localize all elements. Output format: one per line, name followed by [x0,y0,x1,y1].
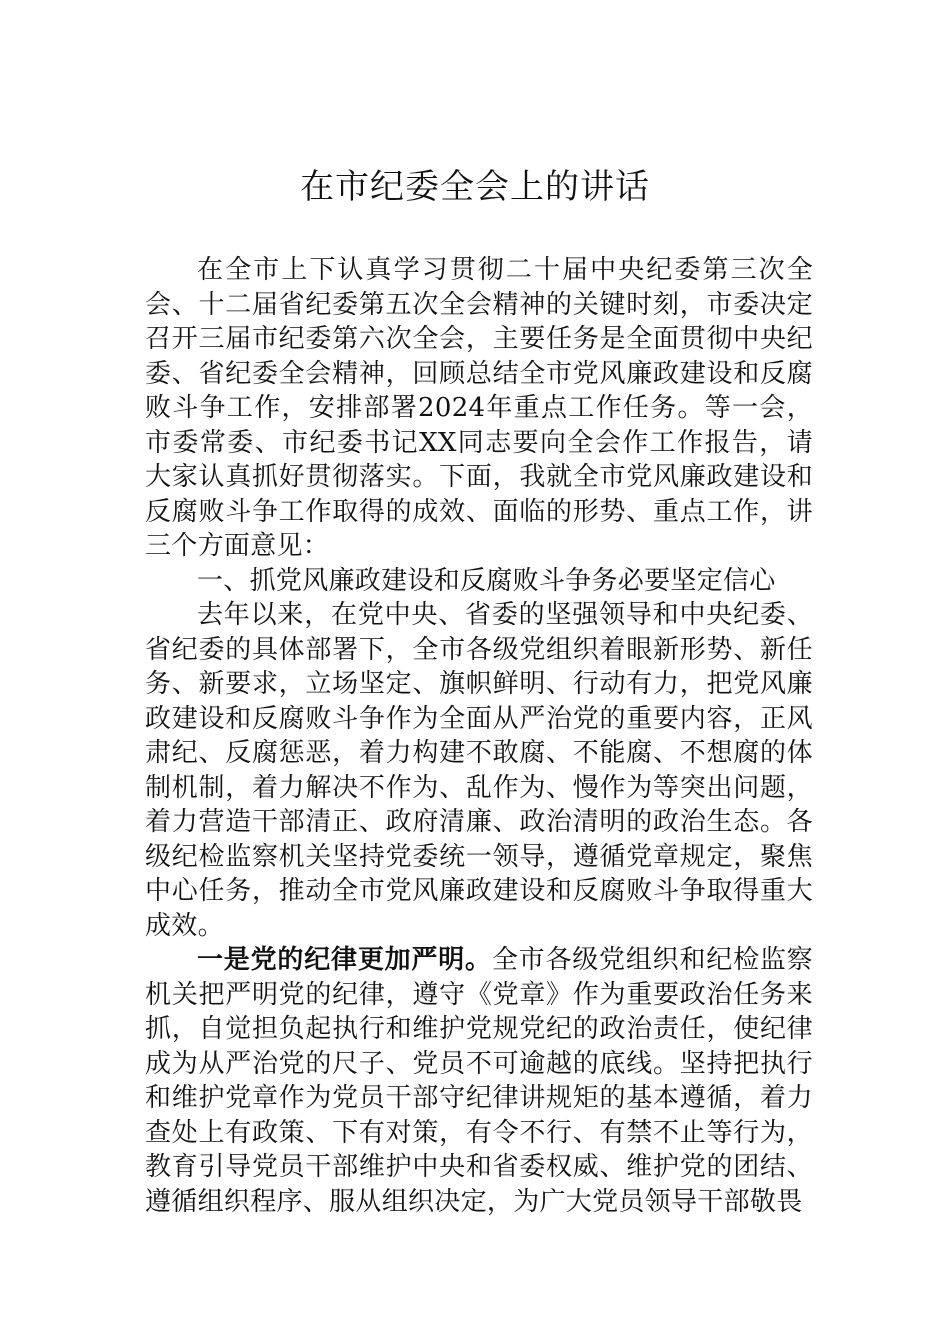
section-heading-1 [145,564,813,599]
paragraph-intro-text: 在全市上下认真学习贯彻二十届中央纪委第三次全会、十二届省纪委第五次全会精神的关键时刻，市委决定召开三届市纪委第六次全会，主要任务是全面贯彻中央纪委、省纪委全会精神，回顾总结全市党风廉政建设和反腐败斗争工作，安排部署2024年重点工作任务。等一会，市委常委、市纪委书记XX同志要向全会作工作报告，请大家认真抓好贯彻落实。下面，我就全市党风廉政建设和反腐败斗争工作取得的成效、面临的形势、重点工作，讲三个方面意见： [145,255,813,561]
paragraph-discipline-lead: 一是党的纪律更加严明。 [197,945,492,975]
paragraph-intro [145,253,813,564]
document-body [145,253,813,1219]
paragraph-achievements-text: 去年以来，在党中央、省委的坚强领导和中央纪委、省纪委的具体部署下，全市各级党组织着眼新形势、新任务、新要求，立场坚定、旗帜鲜明、行动有力，把党风廉政建设和反腐败斗争作为全面从严治党的重要内容，正风肃纪、反腐惩恶，着力构建不敢腐、不能腐、不想腐的体制机制，着力解决不作为、乱作为、慢作为等突出问题，着力营造干部清正、政府清廉、政治清明的政治生态。各级纪检监察机关坚持党委统一领导，遵循党章规定，聚焦中心任务，推动全市党风廉政建设和反腐败斗争取得重大成效。 [145,600,813,941]
section-heading-1-text: 一、抓党风廉政建设和反腐败斗争务必要坚定信心 [197,565,776,596]
paragraph-discipline-text: 全市各级党组织和纪检监察机关把严明党的纪律，遵守《党章》作为重要政治任务来抓，自觉担负起执行和维护党规党纪的政治责任，使纪律成为从严治党的尺子、党员不可逾越的底线。坚持把执行和维护党章作为党员干部守纪律讲规矩的基本遵循，着力查处上有政策、下有对策，有令不行、有禁不止等行为，教育引导党员干部维护中央和省委权威、维护党的团结、遵循组织程序、服从组织决定，为广大党员领导干部敬畏 [145,945,813,1217]
paragraph-discipline [145,943,813,1219]
document-title: 在市纪委全会上的讲话 [300,167,650,207]
paragraph-achievements [145,598,813,943]
